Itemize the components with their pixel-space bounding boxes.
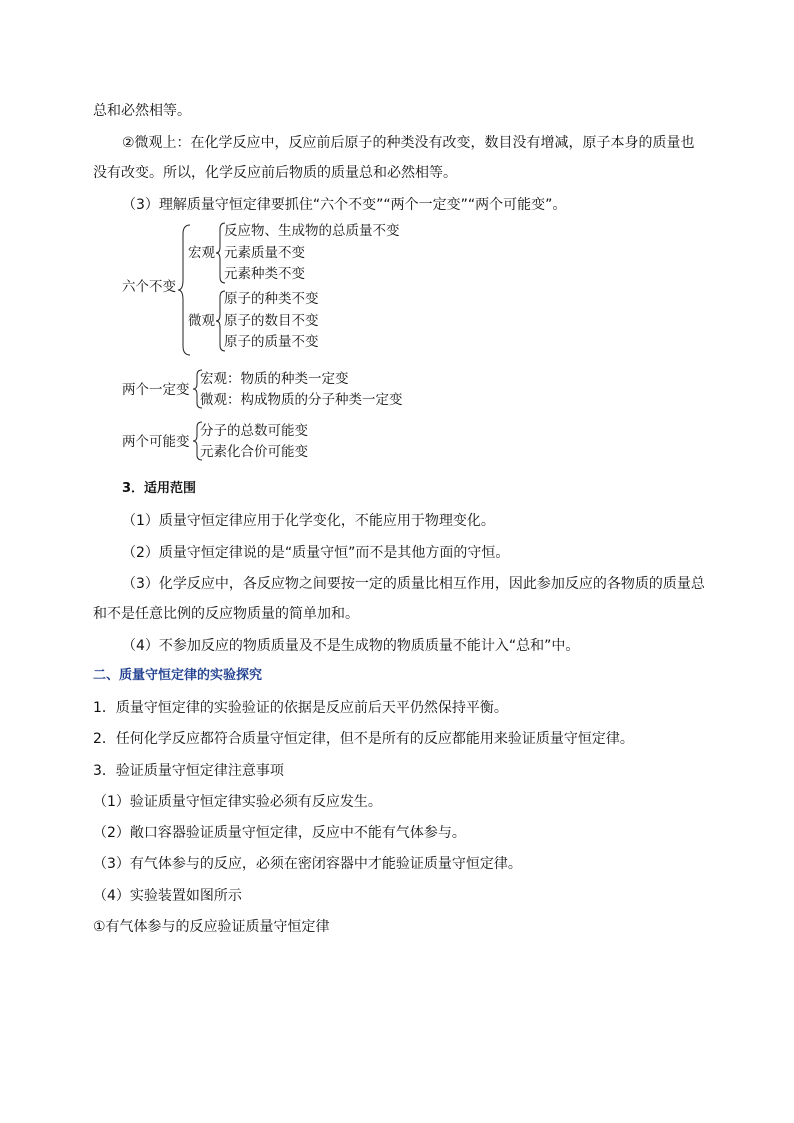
scope-item: （1）质量守恒定律应用于化学变化，不能应用于物理变化。: [122, 513, 495, 529]
macro-item: 元素质量不变: [224, 245, 305, 261]
section-two-item: （3）有气体参与的反应，必须在密闭容器中才能验证质量守恒定律。: [93, 856, 522, 872]
section-two-item: 3．验证质量守恒定律注意事项: [93, 763, 284, 779]
section-two-item: （1）验证质量守恒定律实验必须有反应发生。: [93, 794, 382, 810]
micro-explanation-line2: 没有改变。所以，化学反应前后物质的质量总和必然相等。: [93, 165, 457, 181]
micro-explanation-line1: ②微观上：在化学反应中，反应前后原子的种类没有改变，数目没有增减，原子本身的质量也: [122, 135, 695, 151]
micro-item: 原子的数目不变: [224, 313, 319, 329]
scope-item: （3）化学反应中，各反应物之间要按一定的质量比相互作用，因此参加反应的各物质的质量总: [122, 576, 705, 592]
two-must-change-item: 微观：构成物质的分子种类一定变: [200, 392, 403, 408]
scope-item: 和不是任意比例的反应物质量的简单加和。: [93, 606, 359, 622]
scope-item: （4）不参加反应的物质质量及不是生成物的物质质量不能计入“总和”中。: [122, 638, 580, 654]
macro-item: 反应物、生成物的总质量不变: [224, 223, 400, 239]
scope-item: （2）质量守恒定律说的是“质量守恒”而不是其他方面的守恒。: [122, 545, 510, 561]
two-may-change-label: 两个可能变: [122, 434, 190, 450]
two-must-change-label: 两个一定变: [122, 382, 190, 398]
paragraph-continuation: 总和必然相等。: [93, 103, 191, 119]
section-two-item: 1．质量守恒定律的实验验证的依据是反应前后天平仍然保持平衡。: [93, 700, 508, 716]
section-two-item: ①有气体参与的反应验证质量守恒定律: [93, 919, 330, 935]
point-three: （3）理解质量守恒定律要抓住“六个不变”“两个一定变”“两个可能变”。: [122, 197, 567, 213]
two-may-change-item: 分子的总数可能变: [200, 423, 308, 439]
micro-label: 微观: [188, 313, 215, 329]
six-unchanged-label: 六个不变: [122, 279, 176, 295]
section-two-heading: 二、质量守恒定律的实验探究: [93, 668, 263, 683]
macro-label: 宏观: [188, 245, 215, 261]
micro-item: 原子的质量不变: [224, 334, 319, 350]
two-must-change-item: 宏观：物质的种类一定变: [200, 371, 349, 387]
scope-heading: 3．适用范围: [122, 481, 197, 496]
section-two-item: （2）敞口容器验证质量守恒定律，反应中不能有气体参与。: [93, 825, 466, 841]
section-two-item: 2．任何化学反应都符合质量守恒定律，但不是所有的反应都能用来验证质量守恒定律。: [93, 731, 634, 747]
macro-item: 元素种类不变: [224, 266, 305, 282]
two-may-change-item: 元素化合价可能变: [200, 444, 308, 460]
micro-item: 原子的种类不变: [224, 291, 319, 307]
section-two-item: （4）实验装置如图所示: [93, 888, 242, 904]
